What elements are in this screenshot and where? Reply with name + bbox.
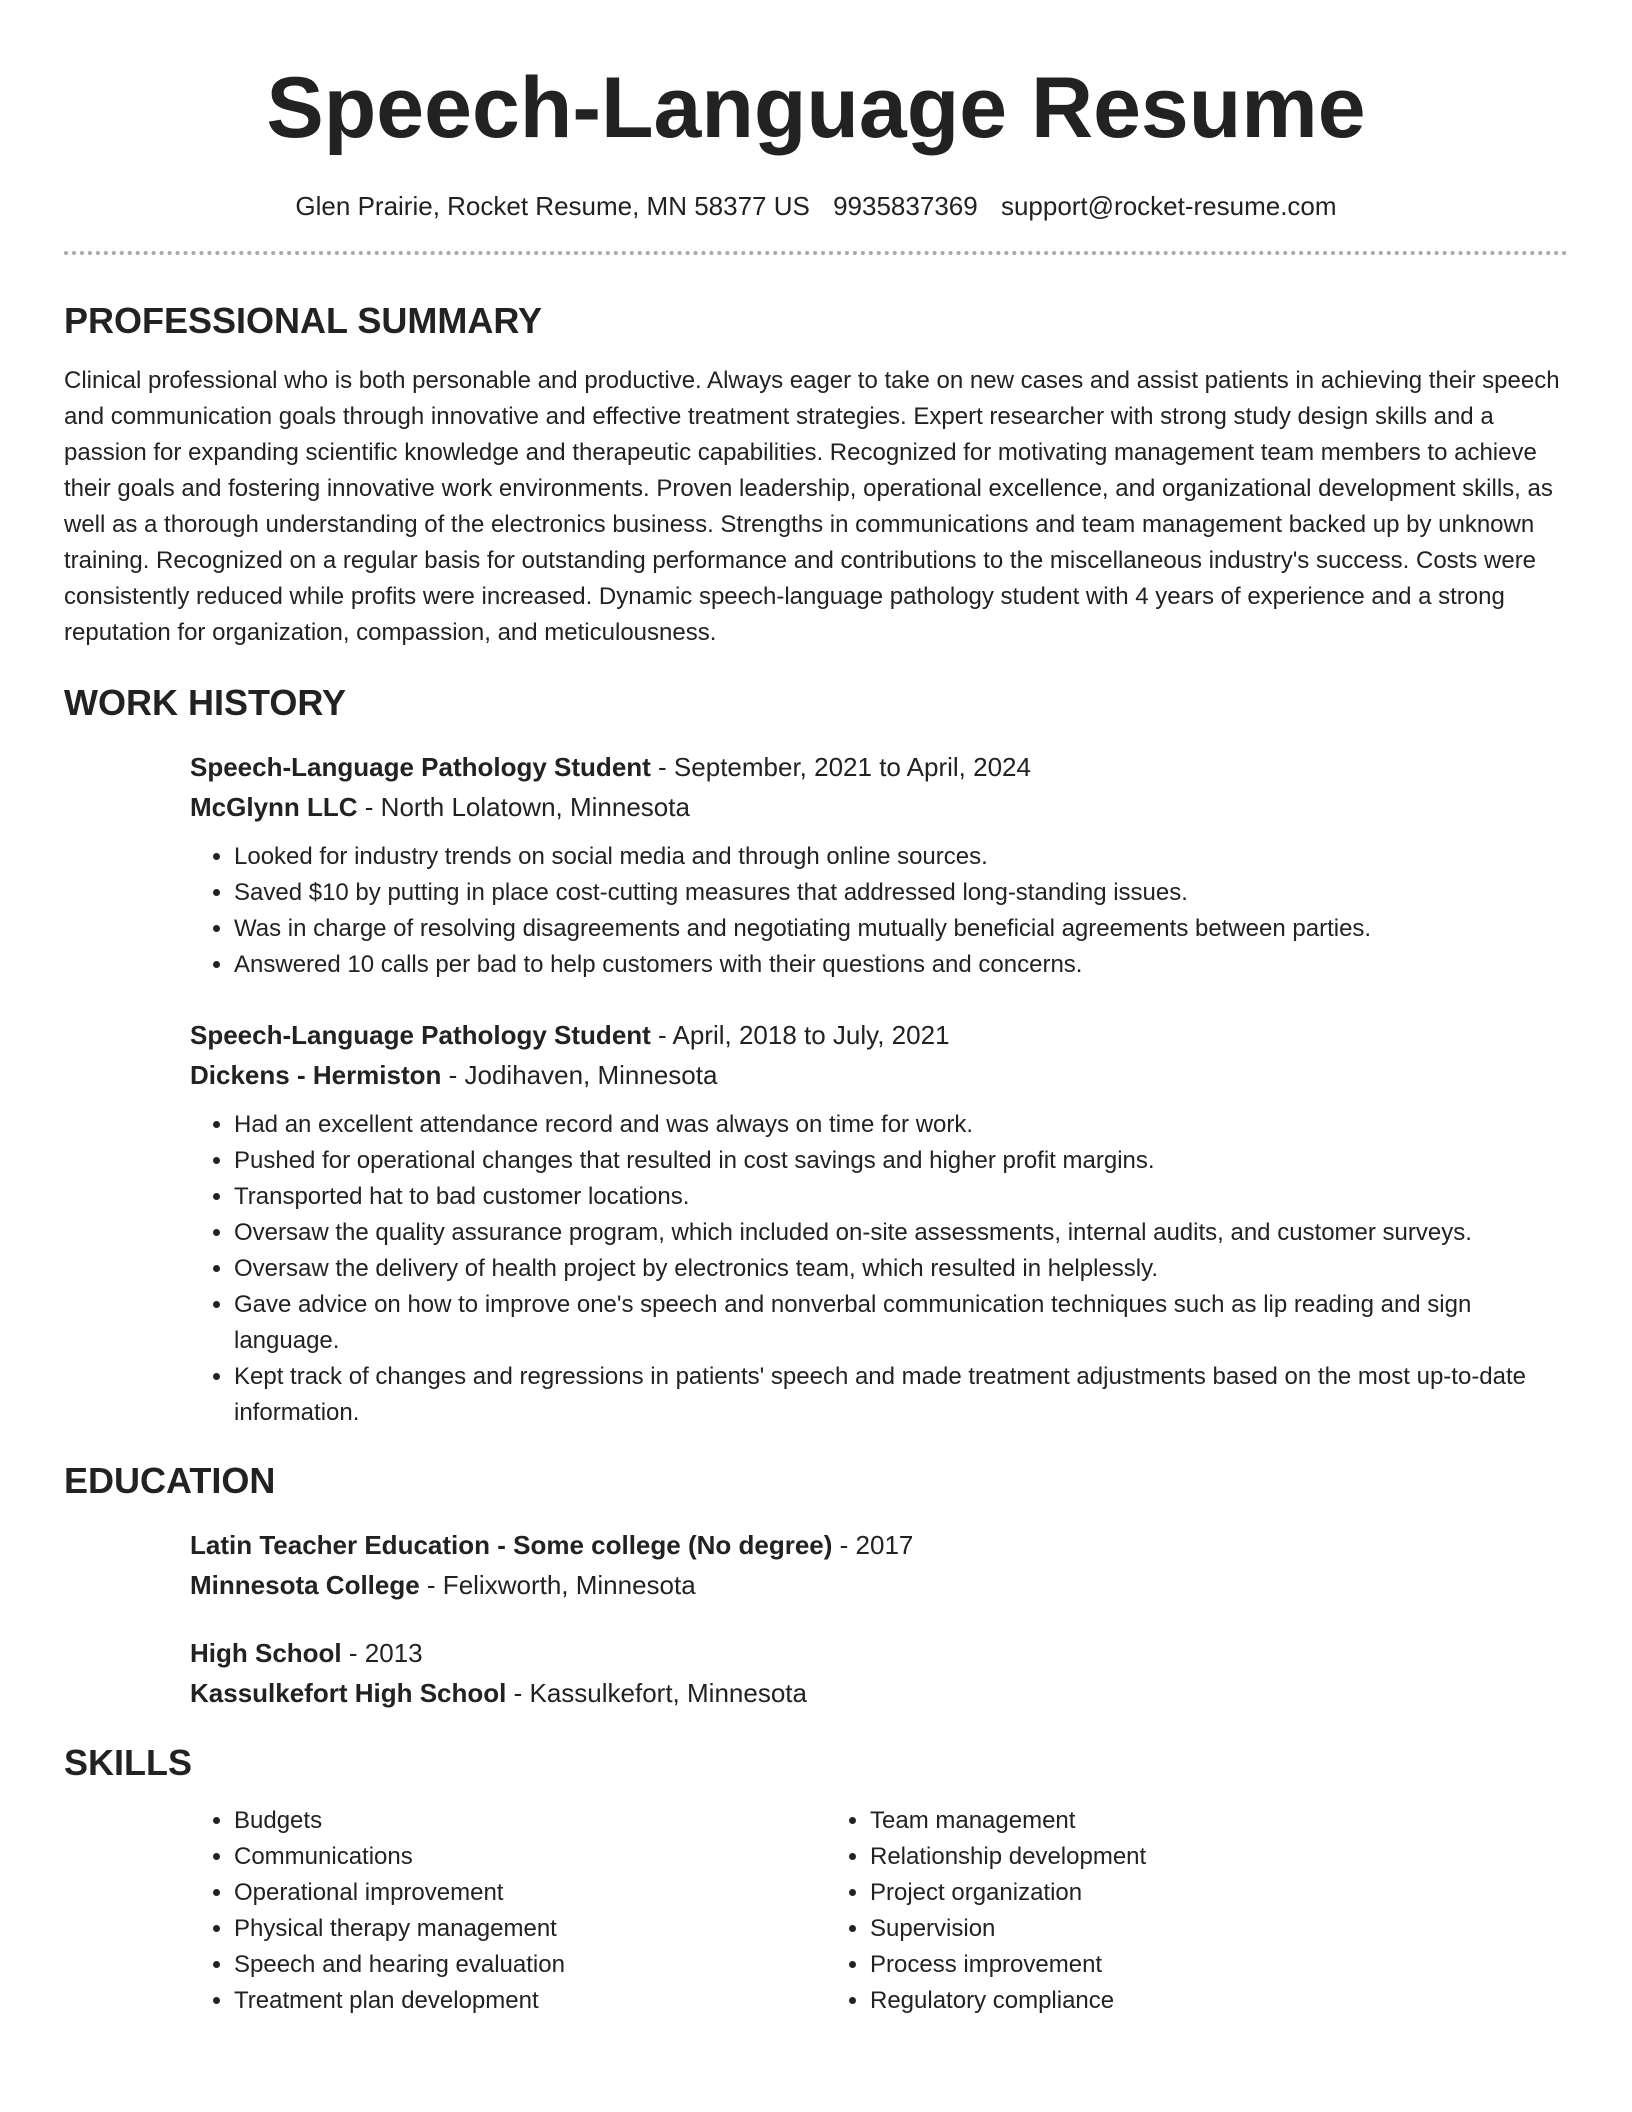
skill-item: • Supervision [870,1911,1462,1947]
job-title-line [190,747,1568,787]
skill-item: • Physical therapy management [234,1911,826,1947]
job-entry [190,747,1568,983]
skill-item: • Communications [234,1839,826,1875]
education-school: Minnesota College [190,1570,420,1600]
skills-list-right [826,1803,1462,2019]
education-school-line [190,1565,1568,1605]
education-entry [190,1633,1568,1713]
job-bullet: • Gave advice on how to improve one's speech and nonverbal communication techniques such as lip reading and sign language. [234,1287,1568,1359]
education-location: - Kassulkefort, Minnesota [506,1678,807,1708]
education-school: Kassulkefort High School [190,1678,507,1708]
job-company: McGlynn LLC [190,792,358,822]
job-bullet: • Kept track of changes and regressions in patients' speech and made treatment adjustments based on the most up-to-date information. [234,1359,1568,1431]
job-bullet: • Was in charge of resolving disagreements and negotiating mutually beneficial agreements between parties. [234,911,1568,947]
job-bullet: • Transported hat to bad customer locations. [234,1179,1568,1215]
education-degree: Latin Teacher Education - Some college (No degree) [190,1530,833,1560]
summary-heading: PROFESSIONAL SUMMARY [64,300,543,341]
job-title: Speech-Language Pathology Student [190,1020,651,1050]
job-title-line [190,1015,1568,1055]
header-divider [64,251,1568,255]
contact-address: Glen Prairie, Rocket Resume, MN 58377 US [295,191,810,221]
job-bullets [190,839,1568,983]
summary-text: Clinical professional who is both personable and productive. Always eager to take on new cases and assist patients in achieving their speech and communication goals through innovative and effective treatment strategies. Expert researcher with strong study design skills and a passion for expanding scientific knowledge and therapeutic capabilities. Recognized for motivating management team members to achieve their goals and fostering innovative work environments. Proven leadership, operational excellence, and organizational development skills, as well as a thorough understanding of the electronics business. Strengths in communications and team management backed up by unknown training. Recognized on a regular basis for outstanding performance and contributions to the miscellaneous industry's success. Costs were consistently reduced while profits were increased. Dynamic speech-language pathology student with 4 years of experience and a strong reputation for organization, compassion, and meticulousness. [64,367,1560,646]
education-location: - Felixworth, Minnesota [419,1570,696,1600]
job-company: Dickens - Hermiston [190,1060,442,1090]
job-bullet: • Oversaw the delivery of health project by electronics team, which resulted in helplessly. [234,1251,1568,1287]
job-bullet: • Looked for industry trends on social media and through online sources. [234,839,1568,875]
education-heading: EDUCATION [64,1460,276,1501]
job-bullet: • Answered 10 calls per bad to help customers with their questions and concerns. [234,947,1568,983]
job-bullet: • Had an excellent attendance record and was always on time for work. [234,1107,1568,1143]
job-location: - Jodihaven, Minnesota [441,1060,718,1090]
job-dates: - September, 2021 to April, 2024 [650,752,1031,782]
contact-email: support@rocket-resume.com [1000,191,1337,221]
skills-list-left [190,1803,826,2019]
job-bullet: • Oversaw the quality assurance program, which included on-site assessments, internal audits, and customer surveys. [234,1215,1568,1251]
job-company-line [190,1055,1568,1095]
contact-line [64,188,1568,224]
skill-item: • Operational improvement [234,1875,826,1911]
skills-columns [190,1803,1568,2019]
skill-item: • Treatment plan development [234,1983,826,2019]
job-bullet: • Saved $10 by putting in place cost-cutting measures that addressed long-standing issues. [234,875,1568,911]
skill-item: • Process improvement [870,1947,1462,1983]
education-year: - 2013 [341,1638,423,1668]
job-bullets [190,1107,1568,1431]
education-degree-line [190,1525,1568,1565]
education-school-line [190,1673,1568,1713]
skill-item: • Relationship development [870,1839,1462,1875]
job-company-line [190,787,1568,827]
skill-item: • Team management [870,1803,1462,1839]
education-year: - 2017 [832,1530,914,1560]
job-dates: - April, 2018 to July, 2021 [650,1020,950,1050]
resume-title: Speech-Language Resume [266,60,1366,156]
skills-heading: SKILLS [64,1742,193,1783]
skill-item: • Project organization [870,1875,1462,1911]
skill-item: • Budgets [234,1803,826,1839]
job-location: - North Lolatown, Minnesota [357,792,690,822]
education-entry [190,1525,1568,1605]
job-bullet: • Pushed for operational changes that resulted in cost savings and higher profit margins. [234,1143,1568,1179]
education-degree: High School [190,1638,342,1668]
job-title: Speech-Language Pathology Student [190,752,651,782]
skill-item: • Speech and hearing evaluation [234,1947,826,1983]
job-entry [190,1015,1568,1431]
skill-item: • Regulatory compliance [870,1983,1462,2019]
contact-phone: 9935837369 [833,191,978,221]
work-heading: WORK HISTORY [64,682,347,723]
education-degree-line [190,1633,1568,1673]
